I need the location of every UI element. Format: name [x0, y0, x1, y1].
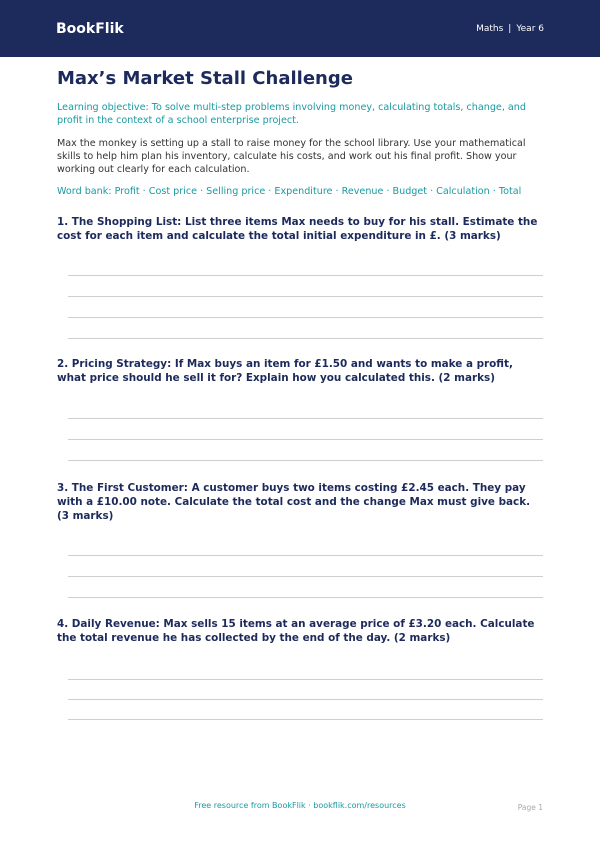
learning-objective: Learning objective: To solve multi-step problems involving money, calculating totals, change, and profit in the context of a school enterprise project. [57, 102, 526, 126]
answer-line[interactable] [68, 296, 543, 297]
year-label: Year 6 [516, 23, 544, 34]
answer-line[interactable] [68, 460, 543, 461]
answer-lines-4 [68, 679, 543, 720]
answer-line[interactable] [68, 597, 543, 598]
answer-line[interactable] [68, 699, 543, 700]
question-2: 2. Pricing Strategy: If Max buys an item for £1.50 and wants to make a profit, what price should he sell it for? Explain how you calculated this. (2 marks) [57, 358, 513, 384]
subject-label: Maths [476, 23, 504, 34]
worksheet-title: Max’s Market Stall Challenge [57, 68, 353, 89]
answer-line[interactable] [68, 679, 543, 680]
page-number: Page 1 [517, 803, 543, 812]
question-3: 3. The First Customer: A customer buys two items costing £2.45 each. They pay with a £10.00 note. Calculate the total cost and the change Max must give back. (3 marks) [57, 482, 531, 522]
word-bank: Word bank: Profit · Cost price · Selling price · Expenditure · Revenue · Budget · Calculation · Total [57, 186, 522, 197]
subject-year-label [476, 24, 544, 34]
brand-logo-text: BookFlik [56, 20, 124, 37]
answer-line[interactable] [68, 439, 543, 440]
worksheet-body [0, 68, 600, 720]
answer-lines-3 [68, 555, 543, 598]
meta-separator: | [508, 23, 512, 34]
question-1: 1. The Shopping List: List three items Max needs to buy for his stall. Estimate the cost for each item and calculate the total initial expenditure in £. (3 marks) [57, 216, 538, 242]
answer-line[interactable] [68, 555, 543, 556]
answer-line[interactable] [68, 418, 543, 419]
answer-line[interactable] [68, 317, 543, 318]
answer-line[interactable] [68, 275, 543, 276]
answer-line[interactable] [68, 338, 543, 339]
answer-line[interactable] [68, 719, 543, 720]
question-4: 4. Daily Revenue: Max sells 15 items at an average price of £3.20 each. Calculate the total revenue he has collected by the end of the day. (2 marks) [57, 618, 535, 644]
page-header [0, 0, 600, 57]
answer-lines-1 [68, 275, 543, 339]
intro-paragraph: Max the monkey is setting up a stall to raise money for the school library. Use your mathematical skills to help him plan his inventory, calculate his costs, and work out his final profit. Show your working out clearly for each calculation. [57, 138, 526, 175]
answer-lines-2 [68, 418, 543, 461]
answer-line[interactable] [68, 576, 543, 577]
footer-credit[interactable]: Free resource from BookFlik · bookflik.com/resources [194, 801, 406, 810]
